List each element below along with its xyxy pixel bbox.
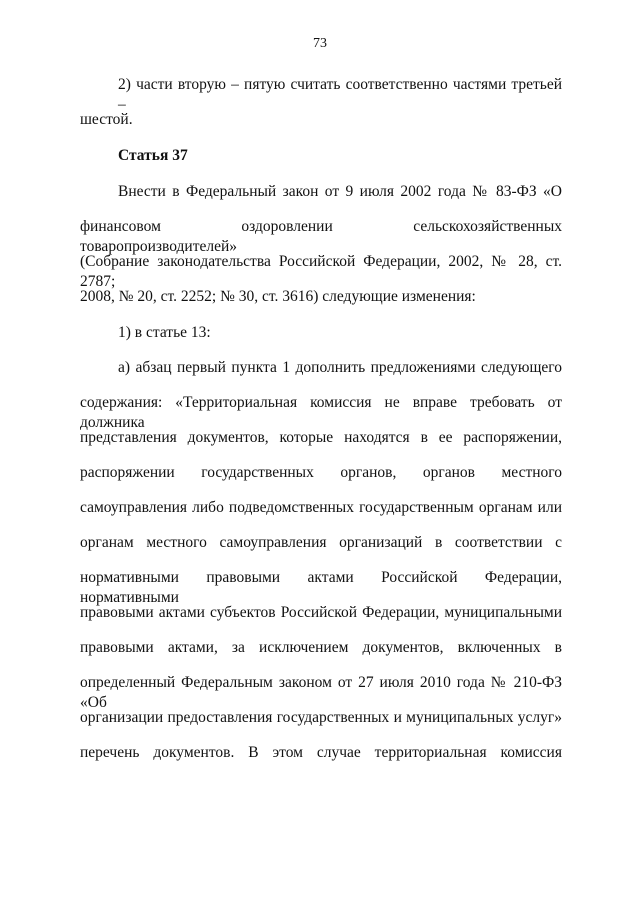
text-line: (Собрание законодательства Российской Федерации, 2002, № 28, ст. 2787; [80, 253, 562, 290]
text-line: 1) в статье 13: [118, 324, 211, 341]
text-line: а) абзац первый пункта 1 дополнить предложениями следующего [118, 359, 562, 376]
text-line: правовыми актами, за исключением документов, включенных в [80, 639, 562, 656]
text-line: перечень документов. В этом случае территориальная комиссия [80, 744, 562, 761]
text-line: представления документов, которые находятся в ее распоряжении, [80, 429, 562, 446]
text-line: самоуправления либо подведомственных государственным органам или [80, 499, 562, 516]
text-line: органам местного самоуправления организаций в соответствии с [80, 534, 562, 551]
article-heading: Статья 37 [118, 147, 188, 164]
page-number: 73 [313, 36, 327, 51]
text-line: Внести в Федеральный закон от 9 июля 2002 года № 83-ФЗ «О [118, 183, 562, 200]
text-line: шестой. [80, 111, 133, 128]
text-line: распоряжении государственных органов, органов местного [80, 464, 562, 481]
text-line: 2) части вторую – пятую считать соответственно частями третьей – [118, 76, 562, 113]
text-line: определенный Федеральным законом от 27 июля 2010 года № 210-ФЗ «Об [80, 674, 562, 711]
text-line: правовыми актами субъектов Российской Федерации, муниципальными [80, 604, 562, 621]
text-line: финансовом оздоровлении сельскохозяйственных товаропроизводителей» [80, 218, 562, 255]
text-line: содержания: «Территориальная комиссия не вправе требовать от должника [80, 394, 562, 431]
text-line: организации предоставления государственных и муниципальных услуг» [80, 709, 562, 726]
text-line: 2008, № 20, ст. 2252; № 30, ст. 3616) следующие изменения: [80, 288, 476, 305]
text-line: нормативными правовыми актами Российской Федерации, нормативными [80, 569, 562, 606]
